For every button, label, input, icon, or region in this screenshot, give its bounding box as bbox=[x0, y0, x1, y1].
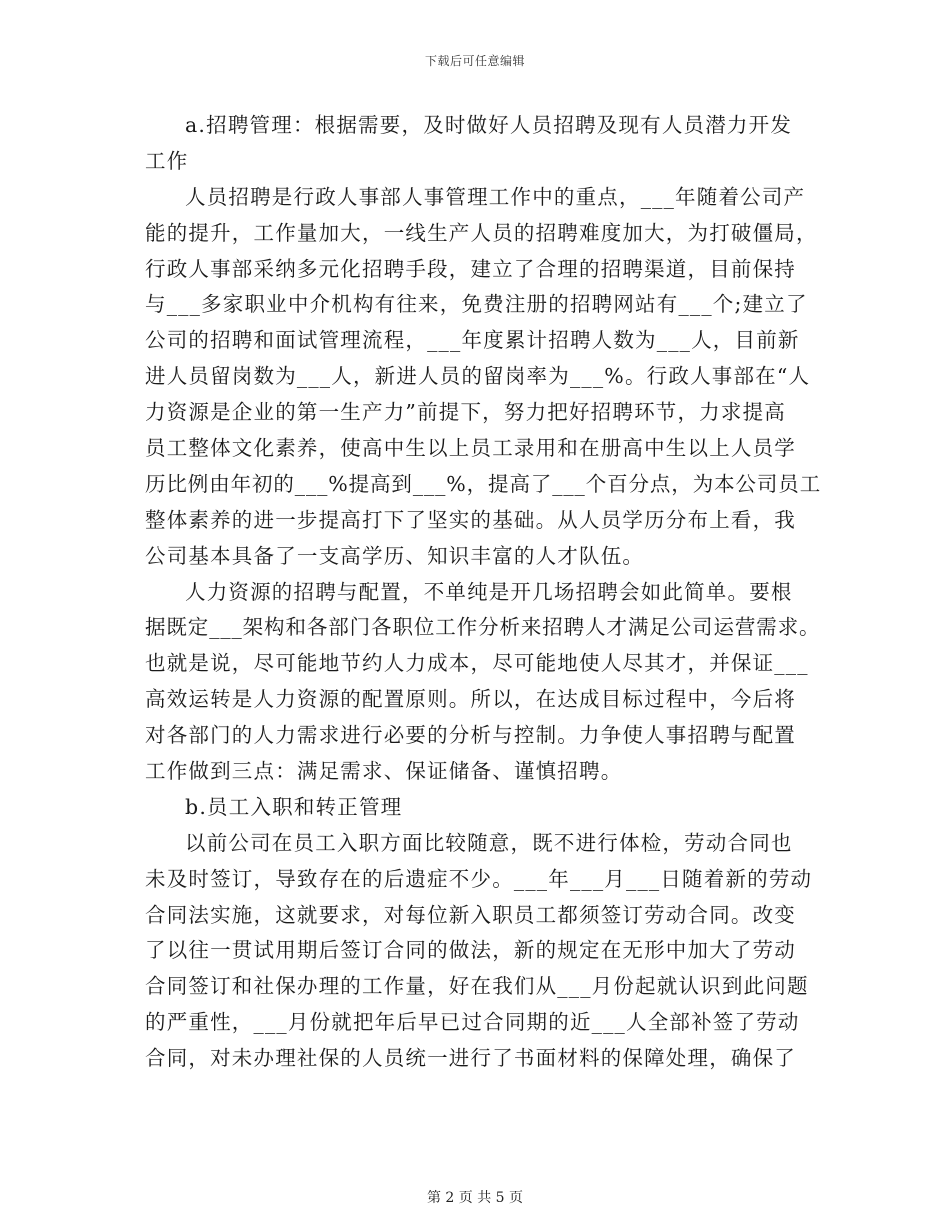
text-line: 也就是说，尽可能地节约人力成本，尽可能地使人尽其才，并保证___ bbox=[145, 651, 809, 676]
text-line: 合同，对未办理社保的人员统一进行了书面材料的保障处理，确保了 bbox=[145, 1046, 796, 1071]
page-number-footer: 第 2 页 共 5 页 bbox=[426, 1190, 524, 1206]
text-line: 力资源是企业的第一生产力”前提下，努力把好招聘环节，力求提高 bbox=[145, 400, 786, 425]
text-line: 公司的招聘和面试管理流程，___年度累计招聘人数为___人，目前新 bbox=[145, 328, 800, 353]
paragraph-first-line: 人员招聘是行政人事部人事管理工作中的重点，___年随着公司产 bbox=[185, 184, 806, 209]
text-line: 合同签订和社保办理的工作量，好在我们从___月份起就认识到此问题 bbox=[145, 974, 809, 999]
text-line: 能的提升，工作量加大，一线生产人员的招聘难度加大，为打破僵局， bbox=[145, 220, 818, 245]
section-heading-recruitment: a.招聘管理：根据需要，及时做好人员招聘及现有人员潜力开发 bbox=[185, 113, 793, 137]
text-line: 高效运转是人力资源的配置原则。所以，在达成目标过程中，今后将 bbox=[145, 687, 796, 712]
text-line: 整体素养的进一步提高打下了坚实的基础。从人员学历分布上看，我 bbox=[145, 507, 796, 532]
text-line: 合同法实施，这就要求，对每位新入职员工都须签订劳动合同。改变 bbox=[145, 902, 796, 927]
text-line: 行政人事部采纳多元化招聘手段，建立了合理的招聘渠道，目前保持 bbox=[145, 256, 796, 281]
text-line: 的严重性，___月份就把年后早已过合同期的近___人全部补签了劳动 bbox=[145, 1010, 800, 1035]
text-line: 公司基本具备了一支高学历、知识丰富的人才队伍。 bbox=[145, 543, 645, 568]
text-line: 了以往一贯试用期后签订合同的做法，新的规定在无形中加大了劳动 bbox=[145, 938, 796, 963]
paragraph-first-line: 人力资源的招聘与配置，不单纯是开几场招聘会如此简单。要根 bbox=[185, 579, 793, 604]
document-body bbox=[145, 108, 822, 1077]
text-line: 员工整体文化素养，使高中生以上员工录用和在册高中生以上人员学 bbox=[145, 436, 796, 461]
text-line: 进人员留岗数为___人，新进人员的留岗率为___%。行政人事部在“人 bbox=[145, 364, 811, 389]
text-line: 对各部门的人力需求进行必要的分析与控制。力争使人事招聘与配置 bbox=[145, 723, 796, 748]
text-line: 据既定___架构和各部门各职位工作分析来招聘人才满足公司运营需求。 bbox=[145, 615, 821, 640]
page-header-note: 下载后可任意编辑 bbox=[424, 54, 525, 68]
text-line: 工作 bbox=[145, 148, 189, 173]
text-line: 与___多家职业中介机构有往来，免费注册的招聘网站有___个;建立了 bbox=[145, 292, 808, 317]
text-line: 历比例由年初的___%提高到___%，提高了___个百分点，为本公司员工 bbox=[145, 471, 822, 496]
text-line: 未及时签订，导致存在的后遗症不少。___年___月___日随着新的劳动 bbox=[145, 866, 813, 891]
text-line: 工作做到三点：满足需求、保证储备、谨慎招聘。 bbox=[145, 759, 623, 784]
section-heading-onboarding: b.员工入职和转正管理 bbox=[185, 794, 403, 819]
paragraph-first-line: 以前公司在员工入职方面比较随意，既不进行体检，劳动合同也 bbox=[185, 830, 793, 855]
